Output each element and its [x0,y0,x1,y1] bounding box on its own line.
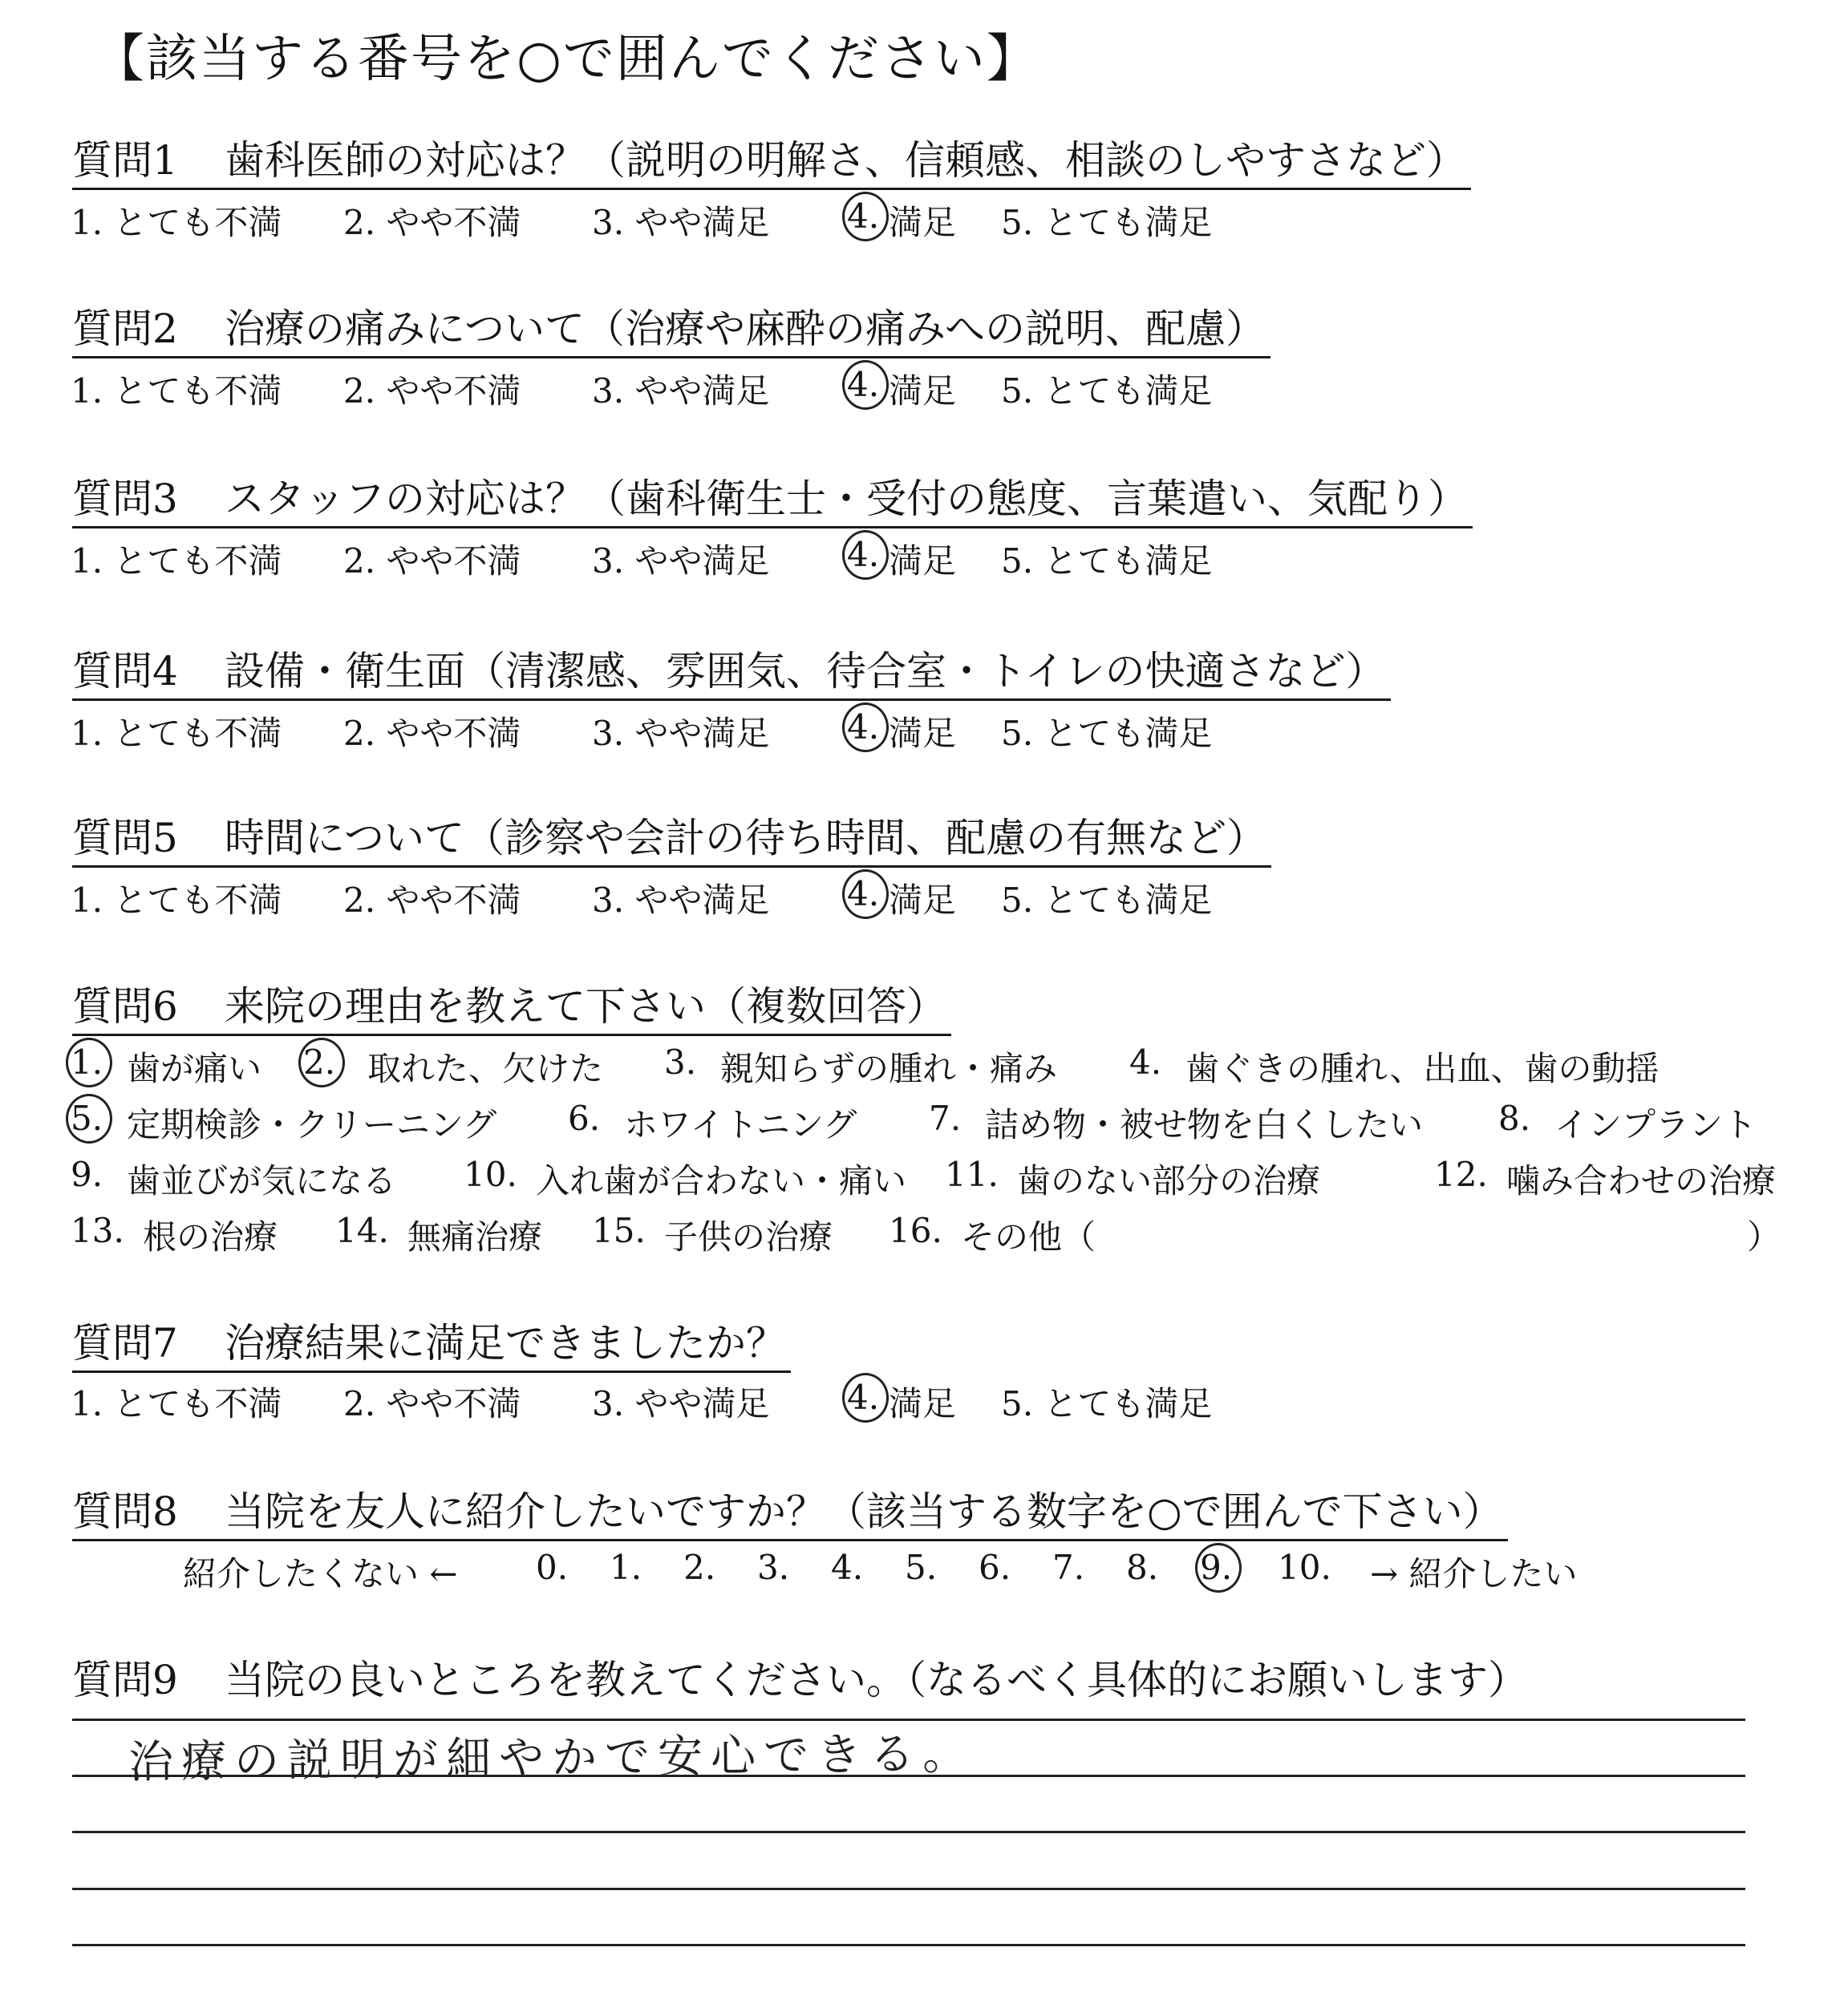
q6-item-10-number[interactable]: 10. [464,1155,517,1194]
q6-item-16-label: その他（ [961,1217,1096,1257]
q3-option-2[interactable]: 2. やや不満 [343,541,521,581]
q5-option-3[interactable]: 3. やや満足 [592,881,770,920]
q6-item-1-number[interactable]: 1. [71,1043,103,1082]
question-9-title [72,1648,1533,1707]
q3-option-5[interactable]: 5. とても満足 [1001,541,1213,581]
question-6-title [72,974,951,1036]
q2-option-4-circled[interactable]: 4. [847,365,880,404]
q6-item-3-number[interactable]: 3. [664,1043,697,1082]
q4-option-4-circled[interactable]: 4. [847,707,880,747]
q6-item-2-label: 取れた、欠けた [367,1049,604,1088]
question-2-number: 質問2 [72,306,178,352]
q8-scale-7[interactable]: 7. [1052,1548,1085,1587]
question-7-number: 質問7 [72,1320,178,1366]
q8-scale-10[interactable]: 10. [1278,1548,1331,1587]
q6-item-4-label: 歯ぐきの腫れ、出血、歯の動揺 [1185,1049,1660,1088]
q6-item-11-label: 歯のない部分の治療 [1017,1161,1321,1200]
question-3-text: スタッフの対応は？（歯科衛生士・受付の態度、言葉遣い、気配り） [225,476,1468,522]
q6-item-2-number[interactable]: 2. [303,1043,336,1082]
q7-option-3[interactable]: 3. やや満足 [592,1384,770,1423]
q5-option-4-label: 満足 [889,881,957,920]
answer-line-4 [72,1888,1745,1890]
question-4-number: 質問4 [72,648,178,694]
q6-item-5-label: 定期検診・クリーニング [127,1105,497,1144]
q6-item-7-label: 詰め物・被せ物を白くしたい [985,1105,1424,1144]
answer-line-2 [72,1775,1745,1777]
q8-scale-8[interactable]: 8. [1126,1548,1159,1587]
question-9-text: 当院の良いところを教えてください。（なるべく具体的にお願いします） [225,1657,1528,1703]
q4-option-3[interactable]: 3. やや満足 [592,714,770,753]
q6-item-10-label: 入れ歯が合わない・痛い [536,1161,907,1200]
q6-item-13-label: 根の治療 [143,1217,278,1257]
q7-option-4-label: 満足 [889,1384,957,1423]
q5-option-1[interactable]: 1. とても不満 [71,881,282,920]
q3-option-1[interactable]: 1. とても不満 [71,541,282,581]
question-7-title [72,1311,791,1373]
q8-scale-0[interactable]: 0. [536,1548,569,1587]
q8-scale-1[interactable]: 1. [610,1548,642,1587]
question-7-text: 治療結果に満足できましたか？ [225,1320,786,1366]
q6-item-1-label: 歯が痛い [127,1049,262,1088]
q8-scale-4[interactable]: 4. [831,1548,864,1587]
q6-item-12-label: 噛み合わせの治療 [1506,1161,1777,1200]
q1-option-5[interactable]: 5. とても満足 [1001,203,1213,242]
question-2-title [72,297,1270,358]
question-2-text: 治療の痛みについて（治療や麻酔の痛みへの説明、配慮） [225,306,1266,352]
q8-scale-6[interactable]: 6. [979,1548,1011,1587]
question-4-text: 設備・衛生面（清潔感、雰囲気、待合室・トイレの快適さなど） [225,648,1386,694]
q6-item-9-number[interactable]: 9. [71,1155,103,1194]
q2-option-5[interactable]: 5. とても満足 [1001,371,1213,411]
q2-option-3[interactable]: 3. やや満足 [592,371,770,411]
q1-option-4-circled[interactable]: 4. [847,196,880,236]
q6-item-6-number[interactable]: 6. [568,1099,601,1138]
question-8-number: 質問8 [72,1488,178,1535]
question-5-text: 時間について（診察や会計の待ち時間、配慮の有無など） [225,815,1266,861]
q9-handwritten-answer[interactable]: 治療の説明が細やかで安心できる。 [128,1727,976,1789]
q3-option-4-label: 満足 [889,541,957,581]
q1-option-4-label: 満足 [889,203,957,242]
question-6-text: 来院の理由を教えて下さい（複数回答） [225,983,946,1030]
q6-item-15-number[interactable]: 15. [592,1211,646,1250]
q1-option-1[interactable]: 1. とても不満 [71,203,282,242]
question-5-number: 質問5 [72,815,178,861]
q3-option-3[interactable]: 3. やや満足 [592,541,770,581]
q7-option-4-circled[interactable]: 4. [847,1378,880,1417]
q8-scale-5[interactable]: 5. [905,1548,938,1587]
answer-line-3 [72,1831,1745,1833]
q8-right-label: → 紹介したい [1370,1554,1578,1593]
q5-option-2[interactable]: 2. やや不満 [343,881,521,920]
q4-option-1[interactable]: 1. とても不満 [71,714,282,753]
q4-option-2[interactable]: 2. やや不満 [343,714,521,753]
question-3-number: 質問3 [72,476,178,522]
question-1-title [72,128,1471,190]
q2-option-4-label: 満足 [889,371,957,411]
instruction-heading: 【該当する番号を○で囲んでください】 [93,30,1040,89]
q4-option-4-label: 満足 [889,714,957,753]
q6-item-7-number[interactable]: 7. [929,1099,962,1138]
q6-item-12-number[interactable]: 12. [1434,1155,1488,1194]
q6-item-15-label: 子供の治療 [664,1217,833,1257]
question-8-title [72,1480,1508,1541]
q8-scale-9-circled[interactable]: 9. [1200,1548,1233,1587]
q3-option-4-circled[interactable]: 4. [847,535,880,574]
q7-option-2[interactable]: 2. やや不満 [343,1384,521,1423]
q6-other-close-paren: ） [1747,1217,1781,1257]
q2-option-2[interactable]: 2. やや不満 [343,371,521,411]
q6-item-11-number[interactable]: 11. [945,1155,999,1194]
q6-item-3-label: 親知らずの腫れ・痛み [720,1049,1058,1088]
question-3-title [72,467,1473,528]
q8-scale-3[interactable]: 3. [757,1548,790,1587]
q5-option-5[interactable]: 5. とても満足 [1001,881,1213,920]
question-8-text: 当院を友人に紹介したいですか？（該当する数字を○で囲んで下さい） [225,1488,1503,1535]
q6-item-14-number[interactable]: 14. [335,1211,389,1250]
question-6-number: 質問6 [72,983,178,1030]
q6-item-4-number[interactable]: 4. [1129,1043,1162,1082]
q6-item-13-number[interactable]: 13. [71,1211,124,1250]
q5-option-4-circled[interactable]: 4. [847,874,880,913]
question-5-title [72,806,1271,868]
q6-item-14-label: 無痛治療 [407,1217,543,1257]
question-1-number: 質問1 [72,137,178,184]
q1-option-3[interactable]: 3. やや満足 [592,203,770,242]
q6-item-9-label: 歯並びが気になる [127,1161,397,1200]
question-9-number: 質問9 [72,1657,178,1703]
q7-option-5[interactable]: 5. とても満足 [1001,1384,1213,1423]
question-1-text: 歯科医師の対応は？（説明の明解さ、信頼感、相談のしやすさなど） [225,137,1466,184]
q1-option-2[interactable]: 2. やや不満 [343,203,521,242]
q8-left-label: 紹介したくない ← [183,1554,458,1593]
q8-scale-2[interactable]: 2. [683,1548,716,1587]
answer-line-5 [72,1944,1745,1946]
q6-item-8-label: インプラント [1554,1105,1757,1144]
question-4-title [72,639,1391,701]
q6-item-16-number[interactable]: 16. [889,1211,942,1250]
q6-item-8-number[interactable]: 8. [1498,1099,1531,1138]
q7-option-1[interactable]: 1. とても不満 [71,1384,282,1423]
q6-item-6-label: ホワイトニング [624,1105,857,1144]
q2-option-1[interactable]: 1. とても不満 [71,371,282,411]
q4-option-5[interactable]: 5. とても満足 [1001,714,1213,753]
q6-item-5-number[interactable]: 5. [71,1099,103,1138]
